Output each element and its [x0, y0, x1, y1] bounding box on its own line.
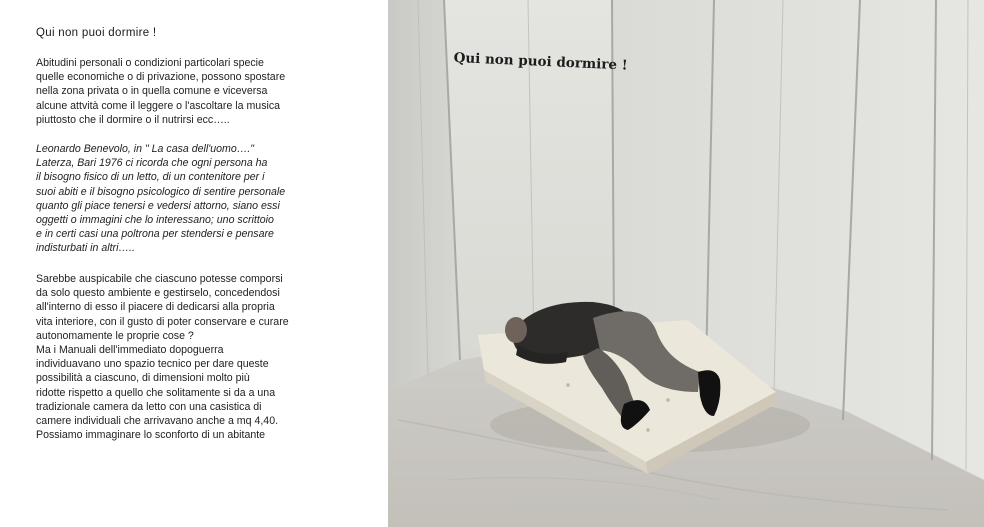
text-line: Leonardo Benevolo, in " La casa dell'uomo….": [36, 143, 255, 155]
text-line: il bisogno fisico di un letto, di un contenitore per i: [36, 171, 265, 184]
text-line: alcune attvità come il leggere o l'ascoltare la musica: [36, 99, 281, 112]
text-line: da solo questo ambiente e gestirselo, concedendosi: [36, 287, 280, 300]
text-line: tradizionale camera da letto con una casistica di: [36, 400, 262, 413]
page-title: Qui non puoi dormire !: [36, 27, 157, 39]
text-line: oggetti o immagini che lo interessano; uno scrittoio: [36, 214, 274, 227]
text-line: e in certi casi una poltrona per stendersi e pensare: [36, 228, 274, 241]
text-line: ridotte rispetto a quello che solitamente si da a una: [36, 386, 276, 399]
text-line: Possiamo immaginare lo sconforto di un abitante: [36, 429, 266, 442]
text-line: quanto gli piace tenersi e vedersi attorno, siano essi: [36, 199, 280, 212]
text-line: autonomamente le proprie cose ?: [36, 329, 194, 342]
photo-illustration: [388, 0, 984, 527]
text-line: vita interiore, con il gusto di poter conservare e curare: [36, 315, 289, 328]
text-panel: [0, 0, 388, 527]
text-line: piuttosto che il dormire o il nutrirsi ecc…..: [36, 113, 230, 126]
installation-photo: [388, 0, 984, 527]
text-line: suoi abiti e il bisogno psicologico di sentire personale: [36, 185, 286, 198]
text-line: indisturbati in altri…..: [36, 242, 135, 255]
photo-caption: Qui non puoi dormire !: [453, 50, 628, 74]
text-line: possibilità a ciascuno, di dimensioni molto più: [36, 372, 250, 385]
text-line: Ma i Manuali dell'immediato dopoguerra: [36, 344, 224, 357]
text-line: Sarebbe auspicabile che ciascuno potesse comporsi: [36, 273, 283, 285]
paragraph-manuals: [36, 272, 336, 442]
text-line: Laterza, Bari 1976 ci ricorda che ogni persona ha: [36, 157, 268, 170]
paragraph-habits: [36, 56, 336, 127]
text-line: individuavano uno spazio tecnico per dare queste: [36, 358, 269, 371]
paragraph-benevolo-quote: [36, 142, 336, 256]
text-line: camere individuali che arrivavano anche a mq 4,40.: [36, 415, 279, 428]
text-line: nella zona privata o in quella comune e viceversa: [36, 85, 268, 98]
text-line: quelle economiche o di privazione, possono spostare: [36, 71, 286, 84]
text-line: all'interno di esso il piacere di dedicarsi alla propria: [36, 301, 275, 314]
text-line: Abitudini personali o condizioni particolari specie: [36, 57, 264, 69]
